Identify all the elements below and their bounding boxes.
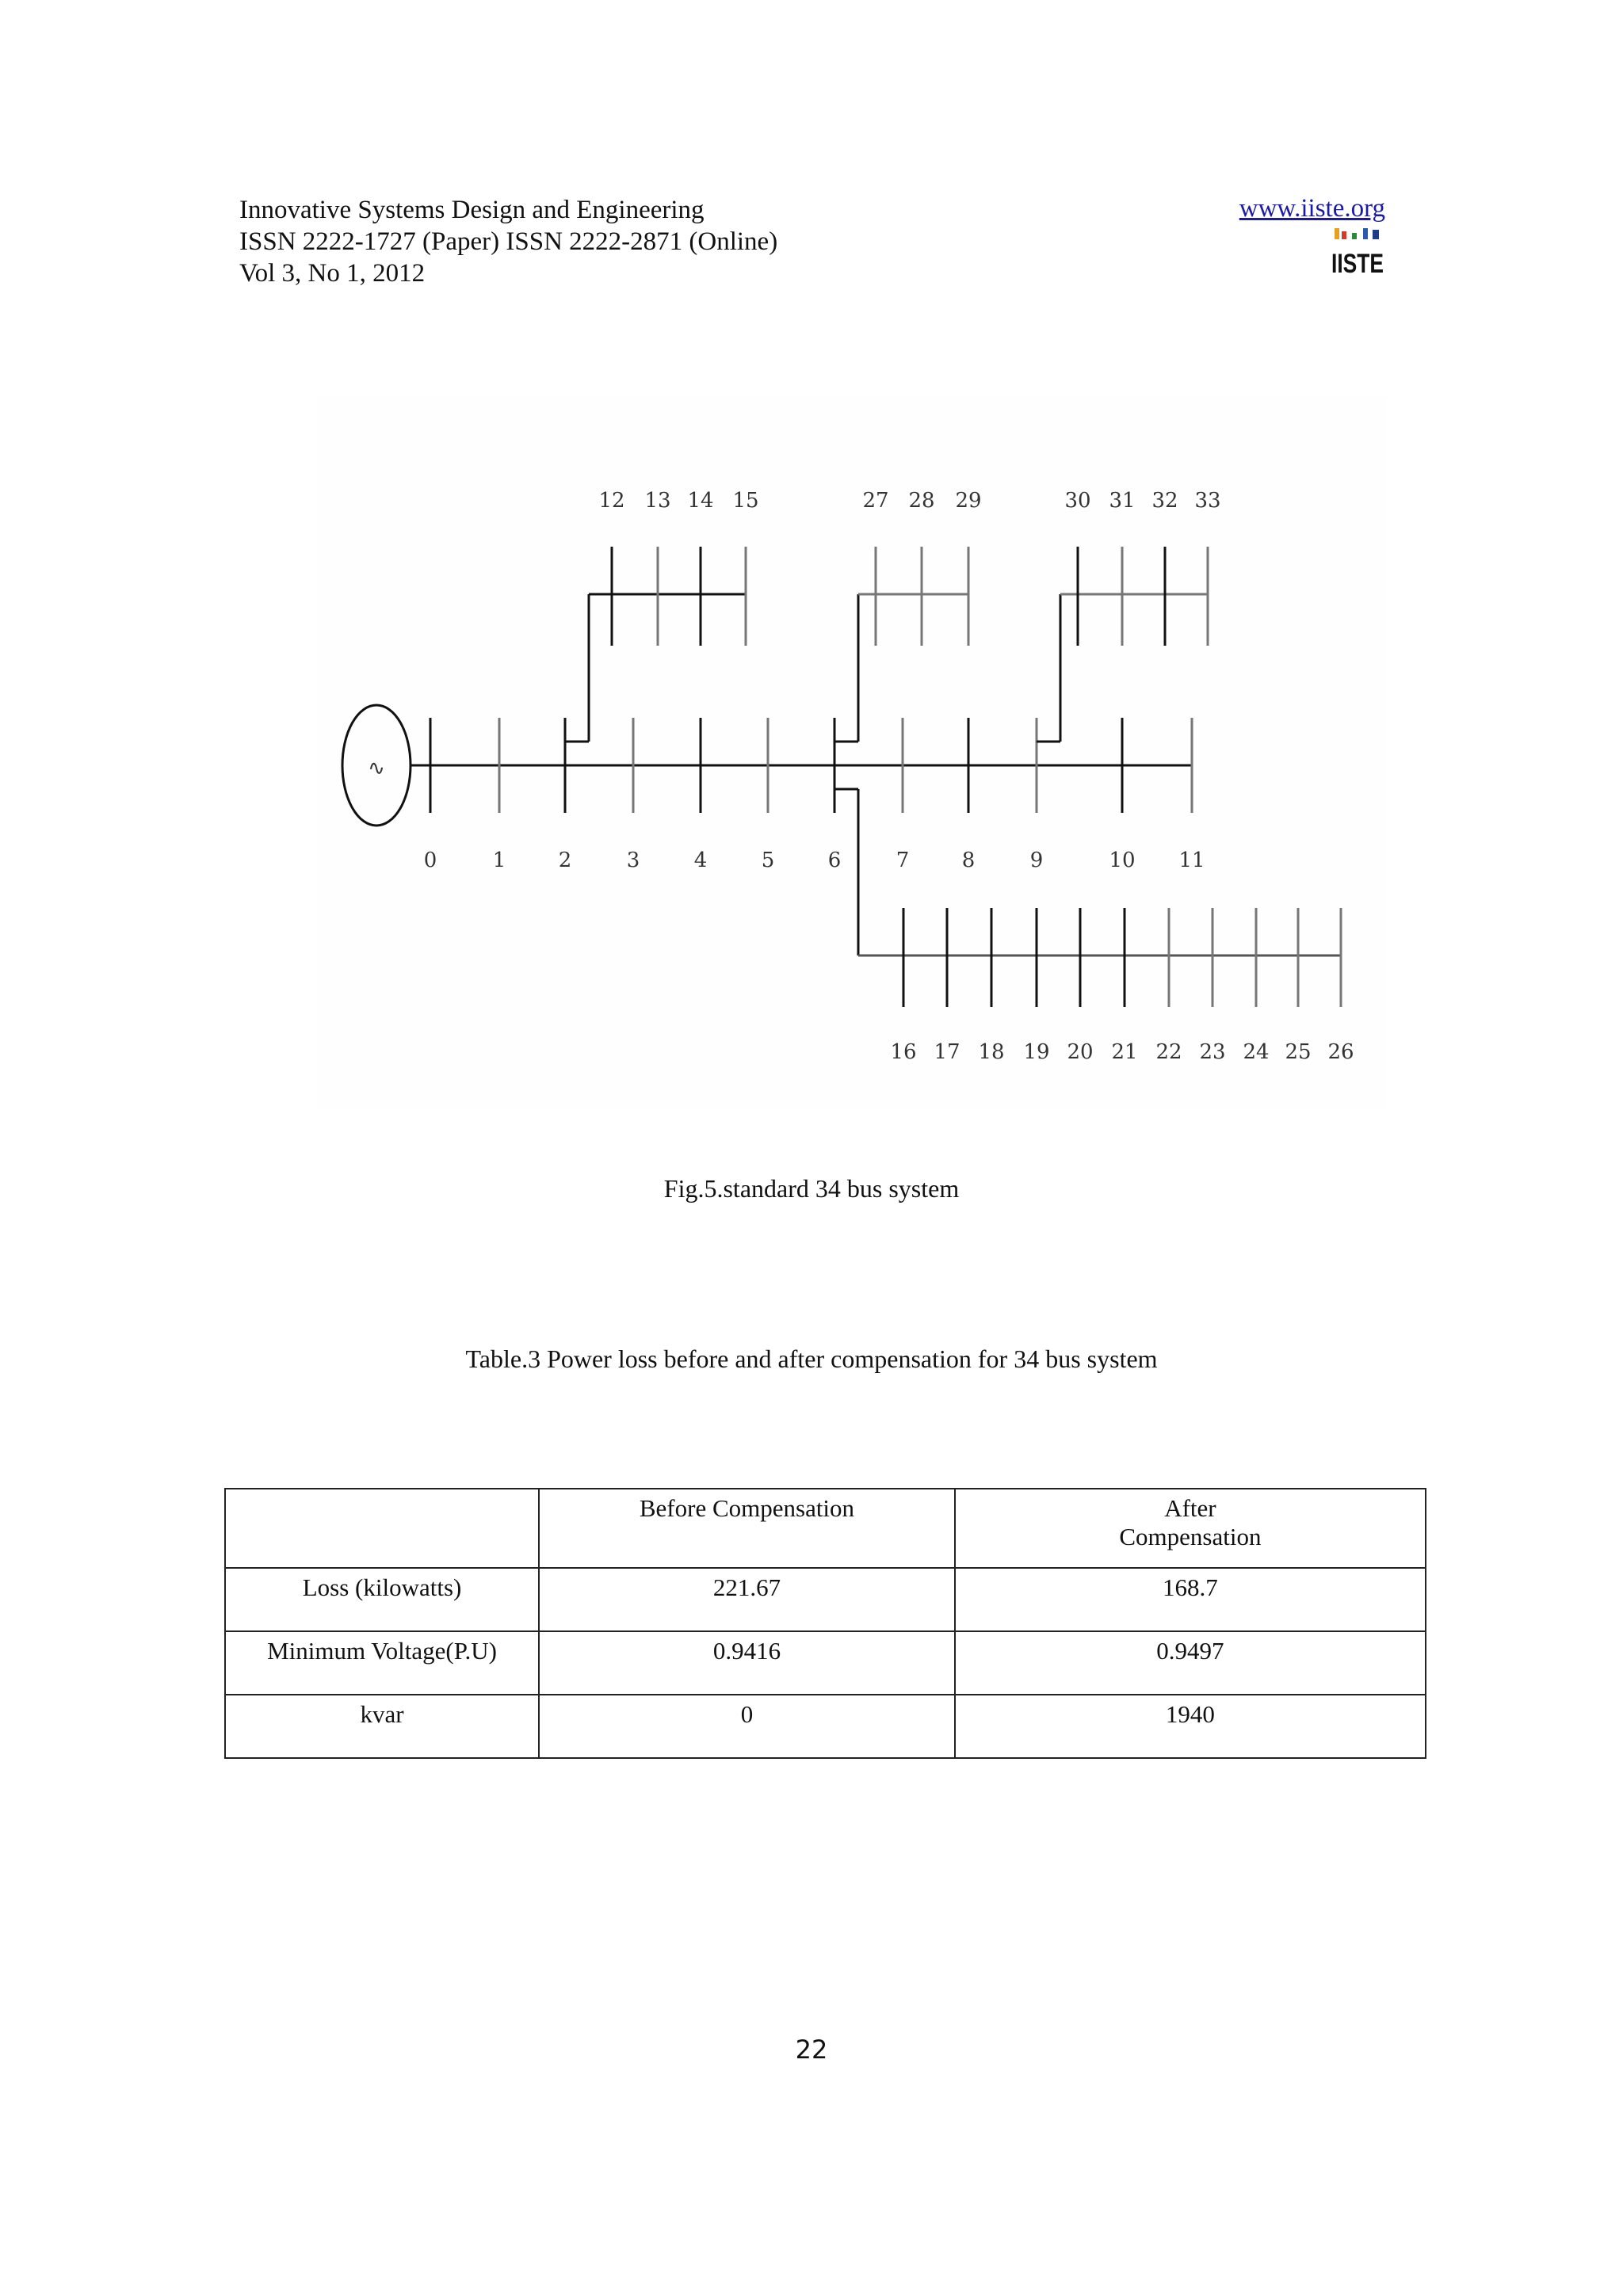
bus-label: 31 (1109, 489, 1136, 513)
table-row (225, 1568, 1426, 1631)
bus-label: 15 (732, 489, 759, 513)
table-caption: Table.3 Power loss before and after compensation for 34 bus system (465, 1344, 1158, 1373)
bus-label: 17 (934, 1040, 960, 1064)
bus-label: 28 (908, 489, 935, 513)
bus-label: 6 (827, 849, 842, 872)
bus-label: 18 (978, 1040, 1005, 1064)
table-header-cell: After Compensation (955, 1489, 1426, 1568)
figure-caption: Fig.5.standard 34 bus system (663, 1174, 960, 1203)
table-cell: Minimum Voltage(P.U) (225, 1631, 539, 1695)
bus-label: 23 (1199, 1040, 1226, 1064)
table-cell: 0 (539, 1695, 955, 1758)
table-cell: kvar (225, 1695, 539, 1758)
table-cell: Loss (kilowatts) (225, 1568, 539, 1631)
bus-label: 8 (961, 849, 976, 872)
bus-label: 7 (896, 849, 910, 872)
table-cell: 1940 (955, 1695, 1426, 1758)
bus-label: 5 (761, 849, 775, 872)
diagram-wires (342, 547, 1341, 1007)
website-link[interactable]: www.iiste.org (1239, 194, 1385, 223)
page-number: 22 (795, 2035, 828, 2065)
bus-label: 33 (1194, 489, 1221, 513)
bus-label: 10 (1109, 849, 1136, 872)
bus-label: 27 (862, 489, 889, 513)
table-cell: 0.9416 (539, 1631, 955, 1695)
bus-label: 12 (598, 489, 625, 513)
bus-label: 26 (1327, 1040, 1354, 1064)
bus-label: 3 (626, 849, 640, 872)
bus-label: 0 (423, 849, 437, 872)
table-header-row (225, 1489, 1426, 1568)
table-cell: 221.67 (539, 1568, 955, 1631)
table-row (225, 1695, 1426, 1758)
iiste-logo (1331, 227, 1385, 279)
bus-label: 2 (558, 849, 572, 872)
power-loss-table (224, 1488, 1426, 1759)
bus-label: 29 (955, 489, 982, 513)
journal-issn: ISSN 2222-1727 (Paper) ISSN 2222-2871 (Online) (239, 227, 778, 256)
svg-text:IISTE: IISTE (1331, 249, 1384, 279)
bus-label: 16 (890, 1040, 917, 1064)
journal-title: Innovative Systems Design and Engineering (239, 196, 705, 224)
bus-label: 13 (644, 489, 671, 513)
table-header-cell: Before Compensation (539, 1489, 955, 1568)
bus-label: 4 (693, 849, 708, 872)
journal-header (239, 194, 777, 289)
bus-label: 1 (492, 849, 506, 872)
generator-symbol: ∿ (368, 757, 385, 780)
bus-label: 22 (1155, 1040, 1182, 1064)
bus-label: 30 (1064, 489, 1091, 513)
journal-volume: Vol 3, No 1, 2012 (239, 259, 426, 288)
bus-label: 21 (1111, 1040, 1138, 1064)
table-row (225, 1631, 1426, 1695)
bus-label: 32 (1151, 489, 1178, 513)
bus-system-diagram (317, 396, 1387, 1109)
table-cell: 168.7 (955, 1568, 1426, 1631)
table-header-cell (225, 1489, 539, 1568)
bus-label: 24 (1243, 1040, 1270, 1064)
table-cell: 0.9497 (955, 1631, 1426, 1695)
bus-label: 14 (687, 489, 714, 513)
bus-label: 25 (1285, 1040, 1312, 1064)
bus-label: 19 (1023, 1040, 1050, 1064)
bus-label: 9 (1029, 849, 1044, 872)
bus-label: 20 (1067, 1040, 1094, 1064)
bus-label: 11 (1178, 849, 1205, 872)
diagram-labels (368, 489, 1354, 1064)
